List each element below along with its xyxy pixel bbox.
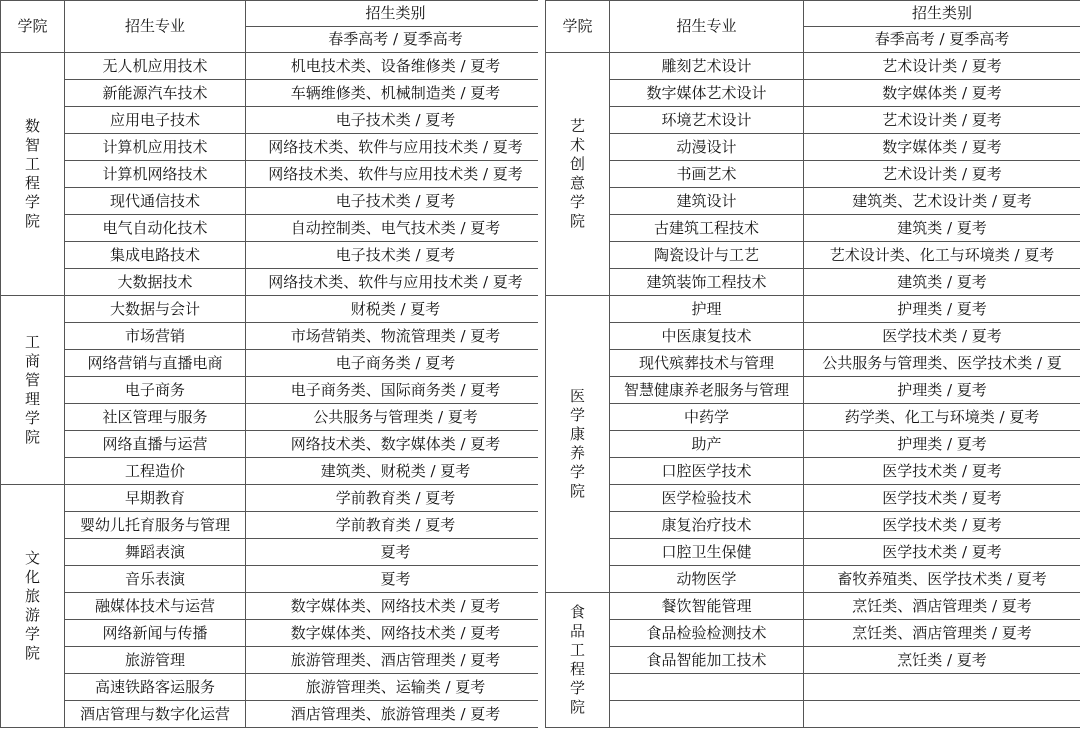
category-cell: 财税类 / 夏考	[246, 296, 546, 323]
college-cell	[546, 53, 610, 296]
major-cell: 婴幼儿托育服务与管理	[65, 512, 246, 539]
major-cell: 集成电路技术	[65, 242, 246, 269]
major-cell: 融媒体技术与运营	[65, 593, 246, 620]
major-cell: 大数据技术	[65, 269, 246, 296]
category-cell: 护理类 / 夏考	[804, 296, 1080, 323]
table-row	[1, 323, 546, 350]
category-cell: 电子技术类 / 夏考	[246, 107, 546, 134]
table-row	[546, 485, 1080, 512]
major-cell: 计算机应用技术	[65, 134, 246, 161]
major-cell: 康复治疗技术	[610, 512, 804, 539]
table-row	[546, 80, 1080, 107]
table-row	[1, 134, 546, 161]
major-cell: 电气自动化技术	[65, 215, 246, 242]
table-row	[1, 566, 546, 593]
table-row	[546, 377, 1080, 404]
category-cell: 自动控制类、电气技术类 / 夏考	[246, 215, 546, 242]
category-cell: 公共服务与管理类 / 夏考	[246, 404, 546, 431]
table-row	[546, 566, 1080, 593]
category-cell: 车辆维修类、机械制造类 / 夏考	[246, 80, 546, 107]
college-cell	[1, 485, 65, 728]
table-row	[1, 647, 546, 674]
college-name: 数智工程学院	[24, 117, 40, 230]
table-row	[546, 647, 1080, 674]
table-row	[546, 323, 1080, 350]
category-cell: 电子商务类、国际商务类 / 夏考	[246, 377, 546, 404]
header-category: 招生类别	[804, 1, 1080, 27]
major-cell: 环境艺术设计	[610, 107, 804, 134]
table-row	[1, 80, 546, 107]
category-cell: 艺术设计类、化工与环境类 / 夏考	[804, 242, 1080, 269]
category-cell: 网络技术类、软件与应用技术类 / 夏考	[246, 269, 546, 296]
category-cell: 数字媒体类、网络技术类 / 夏考	[246, 593, 546, 620]
major-cell: 大数据与会计	[65, 296, 246, 323]
table-row	[1, 620, 546, 647]
major-cell: 智慧健康养老服务与管理	[610, 377, 804, 404]
category-cell: 烹饪类、酒店管理类 / 夏考	[804, 593, 1080, 620]
major-cell: 食品检验检测技术	[610, 620, 804, 647]
major-cell: 古建筑工程技术	[610, 215, 804, 242]
table-row	[546, 296, 1080, 323]
table-row	[546, 404, 1080, 431]
category-cell	[804, 674, 1080, 701]
header-major: 招生专业	[610, 1, 804, 53]
table-row	[546, 539, 1080, 566]
category-cell: 艺术设计类 / 夏考	[804, 107, 1080, 134]
table-row	[546, 134, 1080, 161]
category-cell: 医学技术类 / 夏考	[804, 458, 1080, 485]
major-cell: 中医康复技术	[610, 323, 804, 350]
table-row	[1, 242, 546, 269]
major-cell: 动物医学	[610, 566, 804, 593]
major-cell: 现代殡葬技术与管理	[610, 350, 804, 377]
table-row	[1, 53, 546, 80]
column-gap	[538, 0, 545, 732]
category-cell: 艺术设计类 / 夏考	[804, 53, 1080, 80]
header-college: 学院	[1, 1, 65, 53]
category-cell: 网络技术类、软件与应用技术类 / 夏考	[246, 134, 546, 161]
category-cell: 电子商务类 / 夏考	[246, 350, 546, 377]
category-cell: 网络技术类、软件与应用技术类 / 夏考	[246, 161, 546, 188]
major-cell: 网络营销与直播电商	[65, 350, 246, 377]
table-row	[546, 458, 1080, 485]
major-cell: 雕刻艺术设计	[610, 53, 804, 80]
table-row	[1, 674, 546, 701]
major-cell: 新能源汽车技术	[65, 80, 246, 107]
table-row	[1, 512, 546, 539]
table-row	[546, 269, 1080, 296]
table-row	[1, 593, 546, 620]
major-cell: 酒店管理与数字化运营	[65, 701, 246, 728]
table-row	[546, 701, 1080, 728]
table-row	[1, 701, 546, 728]
table-row	[546, 107, 1080, 134]
major-cell: 高速铁路客运服务	[65, 674, 246, 701]
major-cell: 口腔医学技术	[610, 458, 804, 485]
major-cell: 餐饮智能管理	[610, 593, 804, 620]
major-cell: 建筑设计	[610, 188, 804, 215]
major-cell: 社区管理与服务	[65, 404, 246, 431]
college-name: 文化旅游学院	[24, 549, 40, 662]
category-cell: 市场营销类、物流管理类 / 夏考	[246, 323, 546, 350]
table-row	[1, 107, 546, 134]
major-cell: 书画艺术	[610, 161, 804, 188]
major-cell: 口腔卫生保健	[610, 539, 804, 566]
college-cell	[1, 53, 65, 296]
major-cell: 电子商务	[65, 377, 246, 404]
right-table-body	[546, 1, 1080, 728]
major-cell: 市场营销	[65, 323, 246, 350]
category-cell: 酒店管理类、旅游管理类 / 夏考	[246, 701, 546, 728]
major-cell: 助产	[610, 431, 804, 458]
category-cell: 数字媒体类、网络技术类 / 夏考	[246, 620, 546, 647]
table-row	[546, 53, 1080, 80]
table-row	[1, 215, 546, 242]
major-cell: 无人机应用技术	[65, 53, 246, 80]
category-cell: 公共服务与管理类、医学技术类 / 夏	[804, 350, 1080, 377]
header-college: 学院	[546, 1, 610, 53]
category-cell	[804, 701, 1080, 728]
category-cell: 护理类 / 夏考	[804, 377, 1080, 404]
category-cell: 药学类、化工与环境类 / 夏考	[804, 404, 1080, 431]
major-cell: 建筑装饰工程技术	[610, 269, 804, 296]
major-cell: 应用电子技术	[65, 107, 246, 134]
major-cell: 舞蹈表演	[65, 539, 246, 566]
college-name: 工商管理学院	[24, 333, 40, 446]
category-cell: 畜牧养殖类、医学技术类 / 夏考	[804, 566, 1080, 593]
table-row	[1, 539, 546, 566]
major-cell: 工程造价	[65, 458, 246, 485]
table-row	[546, 350, 1080, 377]
category-cell: 旅游管理类、酒店管理类 / 夏考	[246, 647, 546, 674]
major-cell: 音乐表演	[65, 566, 246, 593]
table-row	[1, 269, 546, 296]
major-cell: 旅游管理	[65, 647, 246, 674]
college-cell	[546, 593, 610, 728]
table-row	[1, 296, 546, 323]
category-cell: 建筑类 / 夏考	[804, 215, 1080, 242]
major-cell: 早期教育	[65, 485, 246, 512]
category-cell: 电子技术类 / 夏考	[246, 188, 546, 215]
major-cell: 中药学	[610, 404, 804, 431]
major-cell	[610, 674, 804, 701]
college-cell	[1, 296, 65, 485]
table-row	[1, 188, 546, 215]
table-row	[1, 377, 546, 404]
major-cell: 陶瓷设计与工艺	[610, 242, 804, 269]
category-cell: 旅游管理类、运输类 / 夏考	[246, 674, 546, 701]
category-cell: 夏考	[246, 539, 546, 566]
header-major: 招生专业	[65, 1, 246, 53]
category-cell: 医学技术类 / 夏考	[804, 323, 1080, 350]
college-name: 食品工程学院	[569, 603, 585, 716]
college-cell	[546, 296, 610, 593]
category-cell: 医学技术类 / 夏考	[804, 512, 1080, 539]
category-cell: 建筑类、艺术设计类 / 夏考	[804, 188, 1080, 215]
table-row	[546, 215, 1080, 242]
category-cell: 学前教育类 / 夏考	[246, 512, 546, 539]
table-row	[546, 593, 1080, 620]
table-row	[546, 620, 1080, 647]
category-cell: 电子技术类 / 夏考	[246, 242, 546, 269]
header-category-sub: 春季高考 / 夏季高考	[804, 27, 1080, 53]
major-cell: 医学检验技术	[610, 485, 804, 512]
category-cell: 艺术设计类 / 夏考	[804, 161, 1080, 188]
category-cell: 机电技术类、设备维修类 / 夏考	[246, 53, 546, 80]
left-table-body	[1, 1, 546, 728]
table-row	[546, 242, 1080, 269]
college-name: 医学康养学院	[569, 387, 585, 500]
header-category: 招生类别	[246, 1, 546, 27]
major-cell: 现代通信技术	[65, 188, 246, 215]
major-cell: 数字媒体艺术设计	[610, 80, 804, 107]
table-row	[546, 512, 1080, 539]
college-name: 艺术创意学院	[569, 117, 585, 230]
table-row	[1, 485, 546, 512]
header-category-sub: 春季高考 / 夏季高考	[246, 27, 546, 53]
table-row	[546, 674, 1080, 701]
category-cell: 数字媒体类 / 夏考	[804, 80, 1080, 107]
table-row	[546, 161, 1080, 188]
category-cell: 医学技术类 / 夏考	[804, 539, 1080, 566]
table-row	[1, 431, 546, 458]
category-cell: 医学技术类 / 夏考	[804, 485, 1080, 512]
table-row	[546, 188, 1080, 215]
table-row	[546, 431, 1080, 458]
category-cell: 夏考	[246, 566, 546, 593]
category-cell: 建筑类、财税类 / 夏考	[246, 458, 546, 485]
major-cell: 网络直播与运营	[65, 431, 246, 458]
category-cell: 建筑类 / 夏考	[804, 269, 1080, 296]
major-cell: 网络新闻与传播	[65, 620, 246, 647]
major-cell: 动漫设计	[610, 134, 804, 161]
table-row	[1, 161, 546, 188]
major-cell: 护理	[610, 296, 804, 323]
table-row	[1, 404, 546, 431]
major-cell	[610, 701, 804, 728]
category-cell: 数字媒体类 / 夏考	[804, 134, 1080, 161]
category-cell: 网络技术类、数字媒体类 / 夏考	[246, 431, 546, 458]
category-cell: 烹饪类 / 夏考	[804, 647, 1080, 674]
table-row	[1, 458, 546, 485]
category-cell: 烹饪类、酒店管理类 / 夏考	[804, 620, 1080, 647]
category-cell: 护理类 / 夏考	[804, 431, 1080, 458]
category-cell: 学前教育类 / 夏考	[246, 485, 546, 512]
table-row	[1, 350, 546, 377]
major-cell: 计算机网络技术	[65, 161, 246, 188]
right-table	[545, 0, 1080, 728]
major-cell: 食品智能加工技术	[610, 647, 804, 674]
